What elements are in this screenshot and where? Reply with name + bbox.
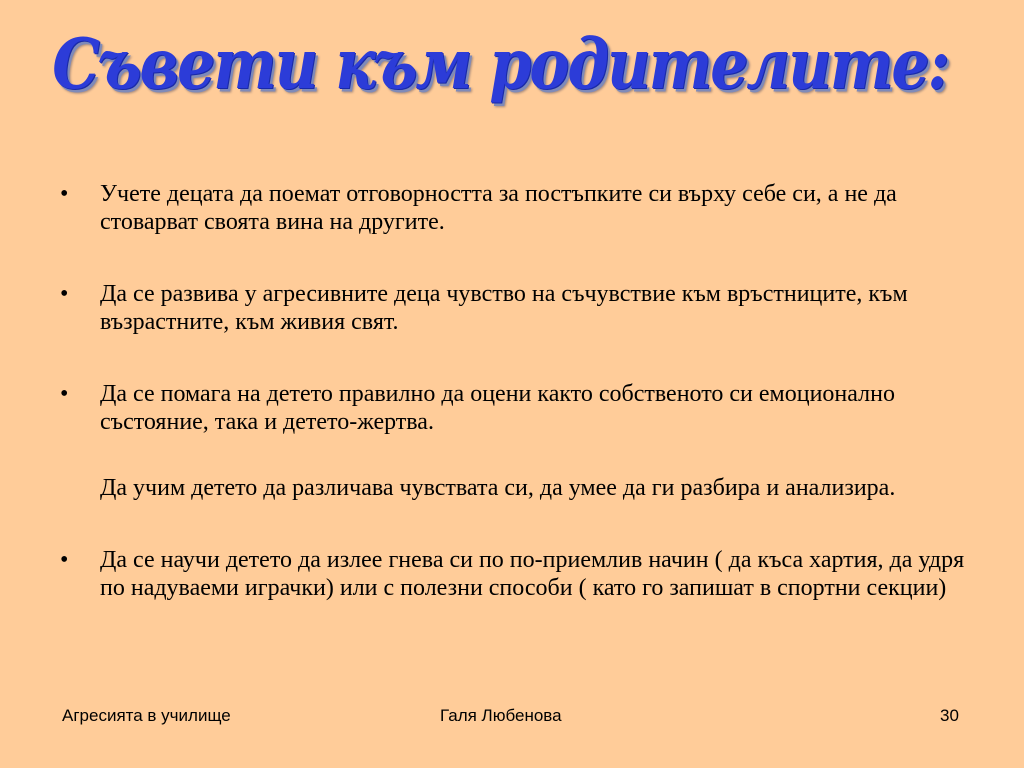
paragraph-text: Да учим детето да различава чувствата си, да умее да ги разбира и анализира. <box>100 475 896 501</box>
bullet-text: Учете децата да поемат отговорността за постъпките си върху себе си, а не да стоварват своята вина на другите. <box>100 181 897 235</box>
paragraph-item <box>60 474 980 502</box>
footer-page-number: 30 <box>940 706 959 725</box>
bullet-marker: • <box>60 381 69 407</box>
footer-author: Галя Любенова <box>440 706 562 725</box>
bullet-item <box>60 180 980 236</box>
bullet-marker: • <box>60 281 69 307</box>
bullet-item <box>60 280 980 336</box>
bullet-marker: • <box>60 547 69 573</box>
bullet-text: Да се помага на детето правилно да оцени както собственото си емоционално състояние, така и детето-жертва. <box>100 381 895 435</box>
bullet-text: Да се научи детето да излее гнева си по по-приемлив начин ( да къса хартия, да удря по надуваеми играчки) или с полезни способи ( като го запишат в спортни секции) <box>100 547 965 601</box>
slide-title: Съвети към родителите: <box>52 24 948 106</box>
footer-presentation-title: Агресията в училище <box>62 706 231 725</box>
bullet-marker: • <box>60 181 69 207</box>
bullet-list <box>60 180 980 602</box>
bullet-item <box>60 380 980 436</box>
bullet-text: Да се развива у агресивните деца чувство на съчувствие към връстниците, към възрастните, към живия свят. <box>100 281 908 335</box>
bullet-item <box>60 546 980 602</box>
